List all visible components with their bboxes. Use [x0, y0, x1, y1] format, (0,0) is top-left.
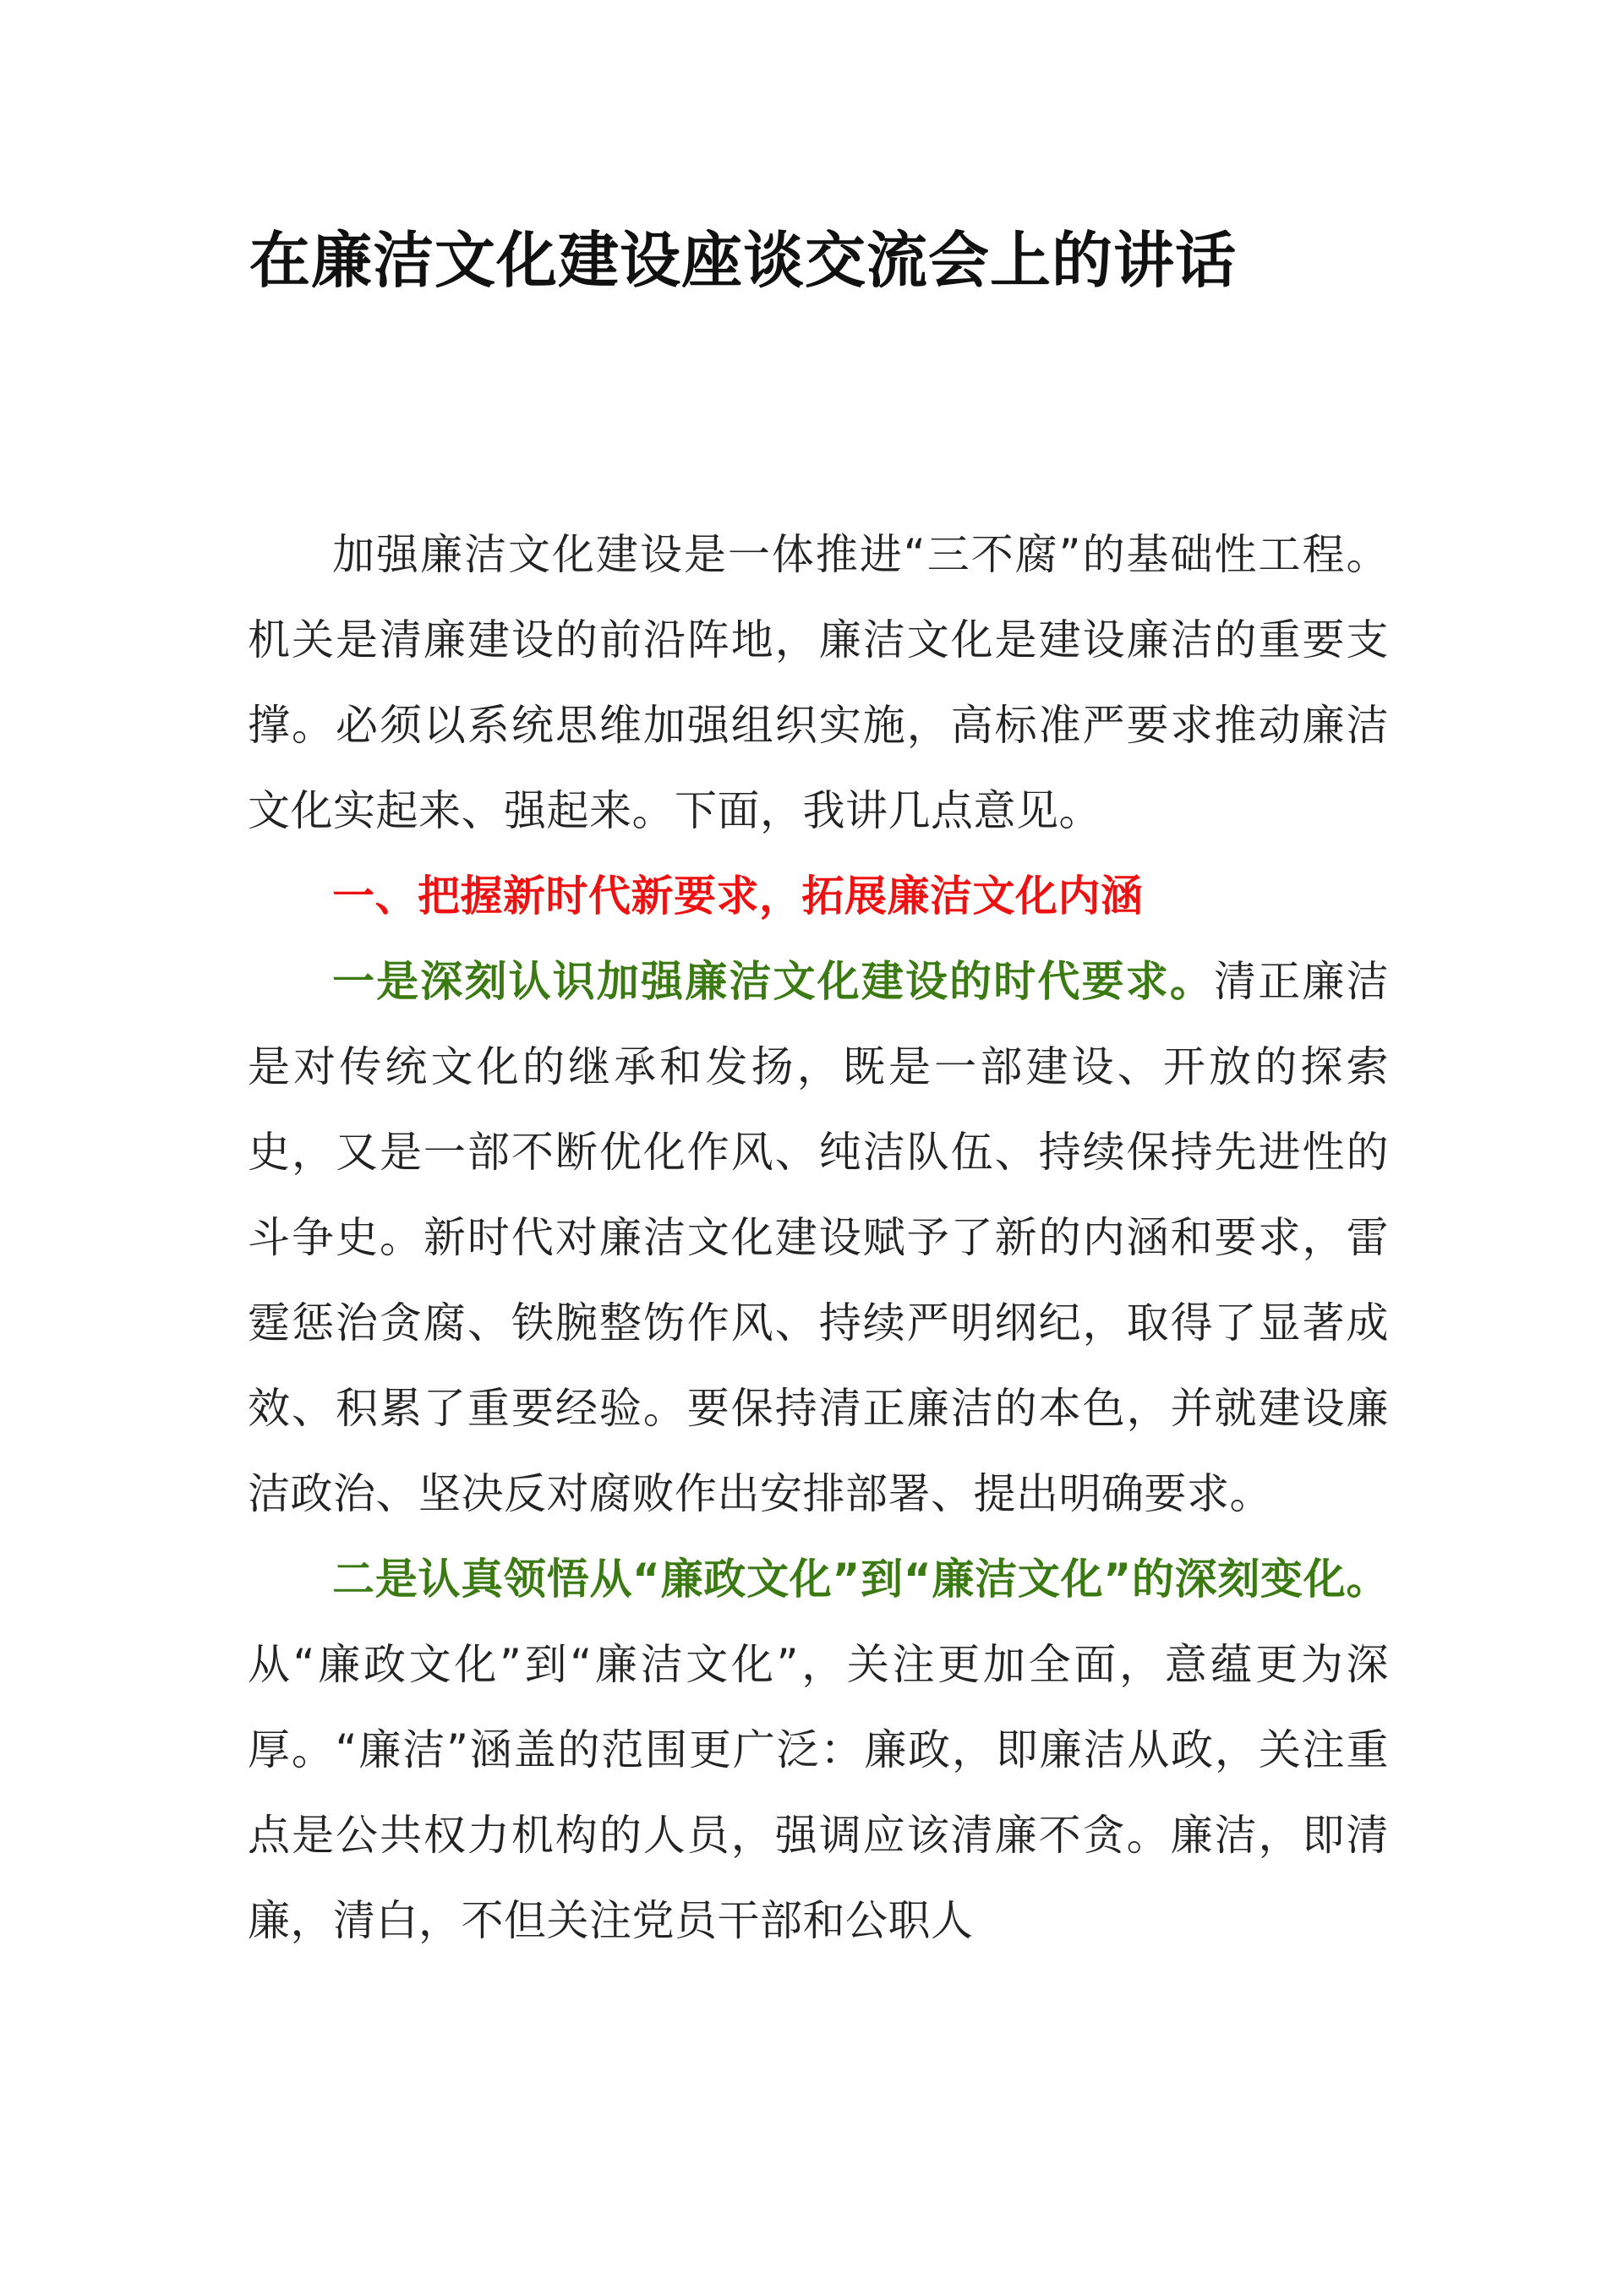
- point-lead-2: 二是认真领悟从“廉政文化”到“廉洁文化”的深刻变化。: [332, 1555, 1389, 1604]
- point-text-1: 清正廉洁是对传统文化的继承和发扬，既是一部建设、开放的探索史，又是一部不断优化作风、纯洁队伍、持续保持先进性的斗争史。新时代对廉洁文化建设赋予了新的内涵和要求，雷霆惩治贪腐、铁腕整饬作风、持续严明纲纪，取得了显著成效、积累了重要经验。要保持清正廉洁的本色，并就建设廉洁政治、坚决反对腐败作出安排部署、提出明确要求。: [248, 957, 1390, 1518]
- point-text-2: 从“廉政文化”到“廉洁文化”，关注更加全面，意蕴更为深厚。“廉洁”涵盖的范围更广泛：廉政，即廉洁从政，关注重点是公共权力机构的人员，强调应该清廉不贪。廉洁，即清廉，清白，不但关注党员干部和公职人: [248, 1640, 1389, 1945]
- point-lead-1: 一是深刻认识加强廉洁文化建设的时代要求。: [332, 957, 1215, 1006]
- document-title: 在廉洁文化建设座谈交流会上的讲话: [249, 225, 1238, 296]
- point-paragraph-1: [248, 939, 1389, 1537]
- intro-paragraph: 加强廉洁文化建设是一体推进“三不腐”的基础性工程。机关是清廉建设的前沿阵地，廉洁文化是建设廉洁的重要支撑。必须以系统思维加强组织实施，高标准严要求推动廉洁文化实起来、强起来。下面，我讲几点意见。: [248, 530, 1389, 835]
- section-heading-1: 一、把握新时代新要求，拓展廉洁文化内涵: [332, 872, 1144, 921]
- document-body: [248, 512, 1389, 1964]
- point-paragraph-2: [248, 1537, 1389, 1964]
